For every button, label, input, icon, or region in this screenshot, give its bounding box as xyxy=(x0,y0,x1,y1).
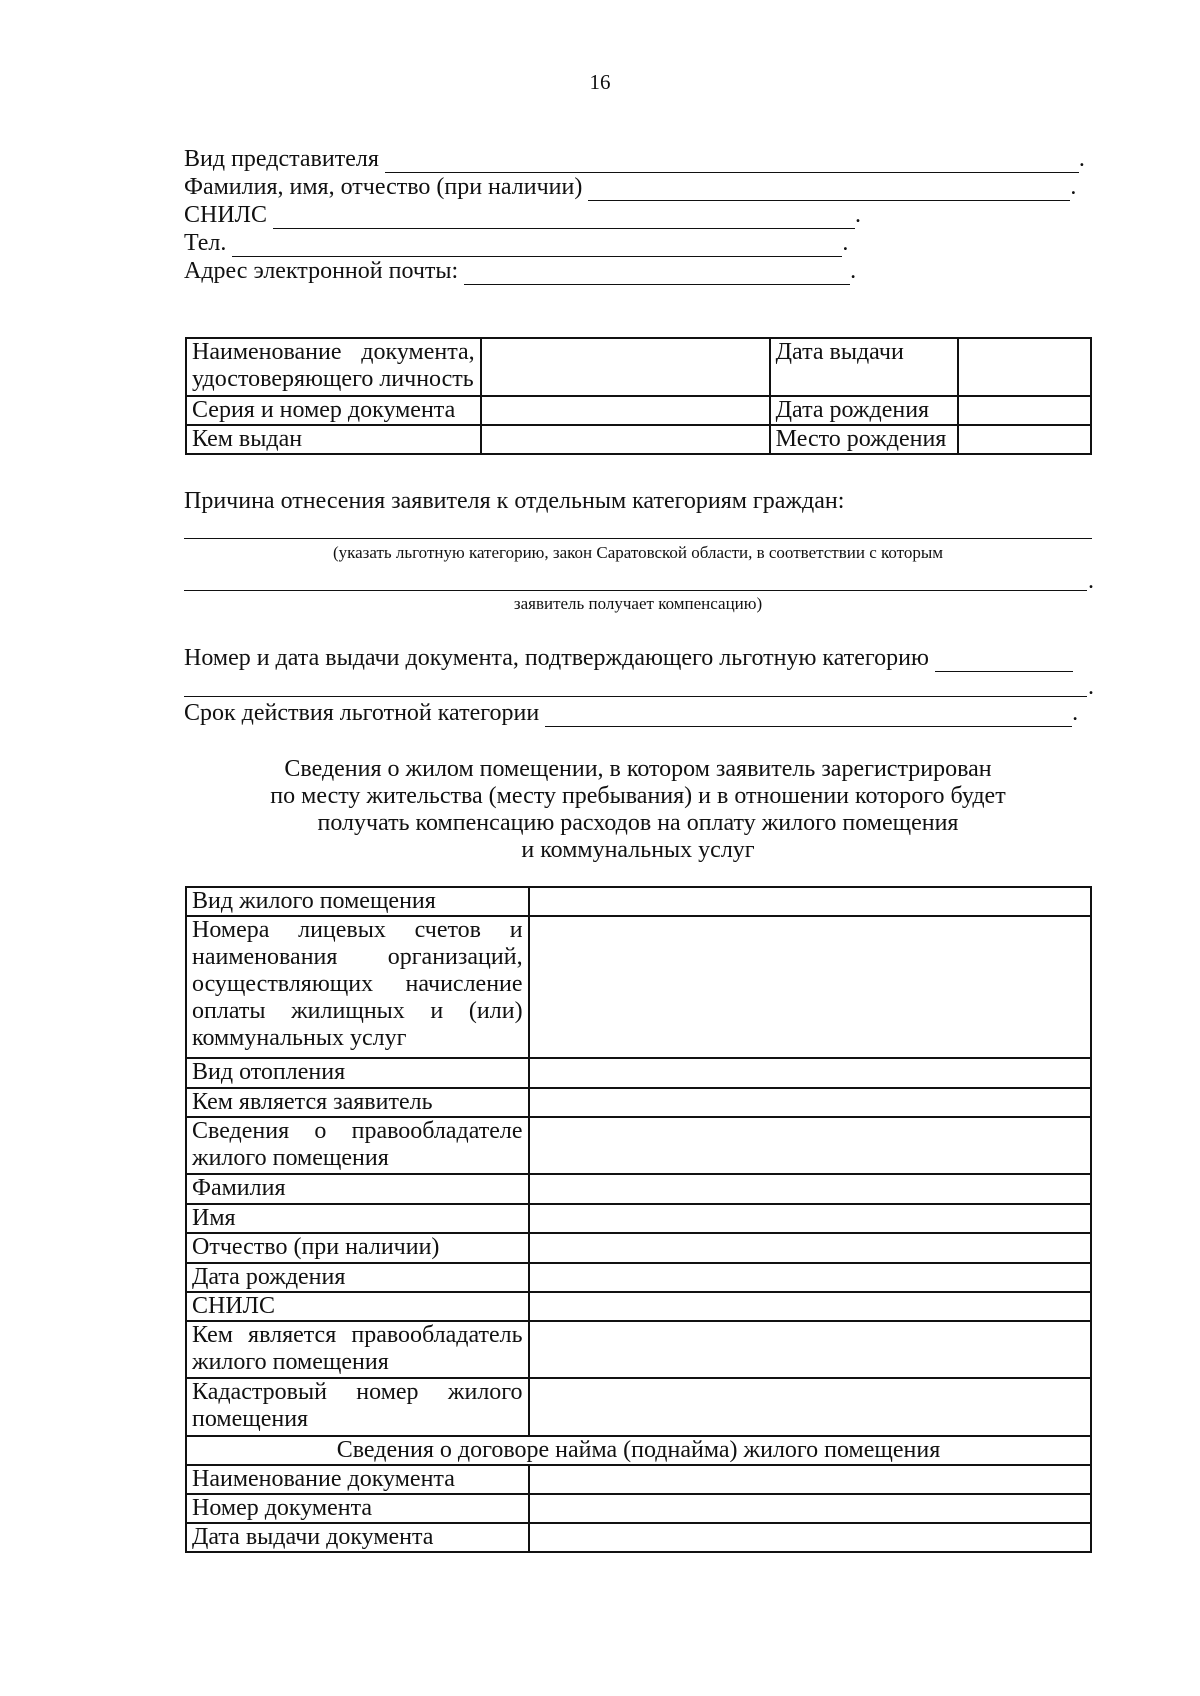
housing-heading xyxy=(184,756,1092,864)
category-hint-2: заявитель получает компенсацию) xyxy=(513,594,763,613)
period-mark: . xyxy=(1088,674,1094,700)
housing-heading-line-4: и коммунальных услуг xyxy=(521,837,755,863)
representative-email-label: Адрес электронной почты: xyxy=(184,258,459,284)
housing-row-value[interactable] xyxy=(529,1321,1091,1378)
lease-row-value[interactable] xyxy=(529,1465,1091,1494)
housing-row-value[interactable] xyxy=(529,1117,1091,1174)
representative-email-field[interactable] xyxy=(464,262,850,285)
housing-row-label: Сведения о правообладателе жилого помещения xyxy=(186,1117,529,1174)
housing-row-value[interactable] xyxy=(529,1204,1091,1233)
category-reason-label: Причина отнесения заявителя к отдельным категориям граждан: xyxy=(184,488,845,514)
representative-tel-label: Тел. xyxy=(184,230,227,256)
housing-row-value[interactable] xyxy=(529,1058,1091,1088)
lease-row-value[interactable] xyxy=(529,1494,1091,1523)
category-hint-1: (указать льготную категорию, закон Саратовской области, в соответствии с которым xyxy=(332,543,944,562)
housing-row-label: Вид жилого помещения xyxy=(186,887,529,916)
lease-row-label: Номер документа xyxy=(186,1494,529,1523)
housing-heading-line-3: получать компенсацию расходов на оплату жилого помещения xyxy=(317,810,959,836)
housing-row-label: СНИЛС xyxy=(186,1292,529,1321)
representative-fio-field[interactable] xyxy=(588,178,1070,201)
lease-row-value[interactable] xyxy=(529,1523,1091,1552)
lease-heading: Сведения о договоре найма (поднайма) жилого помещения xyxy=(186,1436,1091,1465)
lease-row-label: Дата выдачи документа xyxy=(186,1523,529,1552)
id-doc-series-label: Серия и номер документа xyxy=(186,396,481,425)
representative-fio-row: Фамилия, имя, отчество (при наличии) . xyxy=(184,174,1077,200)
id-doc-issue-date-value[interactable] xyxy=(958,338,1091,396)
category-doc-field[interactable] xyxy=(935,649,1073,672)
representative-type-field[interactable] xyxy=(385,150,1079,173)
housing-row-value[interactable] xyxy=(529,1174,1091,1204)
housing-row-value[interactable] xyxy=(529,1088,1091,1117)
representative-tel-field[interactable] xyxy=(232,234,842,257)
housing-row-value[interactable] xyxy=(529,1263,1091,1292)
representative-email-row: Адрес электронной почты: . xyxy=(184,258,857,284)
representative-type-label: Вид представителя xyxy=(184,146,379,172)
housing-row-label: Фамилия xyxy=(186,1174,529,1204)
lease-row-label: Наименование документа xyxy=(186,1465,529,1494)
representative-type-row: Вид представителя . xyxy=(184,146,1085,172)
housing-row-value[interactable] xyxy=(529,1378,1091,1436)
housing-row-value[interactable] xyxy=(529,1233,1091,1263)
housing-row-value[interactable] xyxy=(529,916,1091,1058)
category-term-row: Срок действия льготной категории . xyxy=(184,700,1079,726)
representative-fio-label: Фамилия, имя, отчество (при наличии) xyxy=(184,174,583,200)
housing-table xyxy=(185,886,1092,1553)
housing-row-value[interactable] xyxy=(529,1292,1091,1321)
housing-row-value[interactable] xyxy=(529,887,1091,916)
id-document-table xyxy=(185,337,1092,455)
housing-row-label: Номера лицевых счетов и наименования организаций, осуществляющих начисление оплаты жилищных и (или) коммунальных услуг xyxy=(186,916,529,1058)
housing-row-label: Имя xyxy=(186,1204,529,1233)
id-doc-issued-by-label: Кем выдан xyxy=(186,425,481,454)
id-doc-birth-date-value[interactable] xyxy=(958,396,1091,425)
id-doc-issued-by-value[interactable] xyxy=(481,425,770,454)
category-doc-line-2[interactable] xyxy=(184,696,1087,697)
category-reason-line-2[interactable] xyxy=(184,590,1087,591)
housing-row-label: Дата рождения xyxy=(186,1263,529,1292)
category-term-field[interactable] xyxy=(545,704,1072,727)
representative-snils-row: СНИЛС . xyxy=(184,202,861,228)
id-doc-name-value[interactable] xyxy=(481,338,770,396)
period-mark: . xyxy=(1088,568,1094,594)
category-reason-line-1[interactable] xyxy=(184,538,1092,539)
id-doc-series-value[interactable] xyxy=(481,396,770,425)
housing-row-label: Кадастровый номер жилого помещения xyxy=(186,1378,529,1436)
id-doc-birth-place-label: Место рождения xyxy=(770,425,959,454)
housing-row-label: Кем является заявитель xyxy=(186,1088,529,1117)
id-doc-name-label: Наименование документа, удостоверяющего личность xyxy=(186,338,481,396)
representative-tel-row: Тел. . xyxy=(184,230,849,256)
housing-row-label: Кем является правообладатель жилого помещения xyxy=(186,1321,529,1378)
id-doc-birth-place-value[interactable] xyxy=(958,425,1091,454)
category-term-label: Срок действия льготной категории xyxy=(184,700,540,726)
id-doc-birth-date-label: Дата рождения xyxy=(770,396,959,425)
housing-row-label: Отчество (при наличии) xyxy=(186,1233,529,1263)
representative-snils-field[interactable] xyxy=(273,206,855,229)
housing-heading-line-2: по месту жительства (месту пребывания) и в отношении которого будет xyxy=(270,783,1006,809)
category-doc-label: Номер и дата выдачи документа, подтверждающего льготную категорию xyxy=(184,645,929,671)
representative-snils-label: СНИЛС xyxy=(184,202,267,228)
page-number: 16 xyxy=(589,70,611,94)
category-doc-row xyxy=(184,645,1073,673)
id-doc-issue-date-label: Дата выдачи xyxy=(770,338,959,396)
housing-row-label: Вид отопления xyxy=(186,1058,529,1088)
housing-heading-line-1: Сведения о жилом помещении, в котором заявитель зарегистрирован xyxy=(284,756,992,782)
